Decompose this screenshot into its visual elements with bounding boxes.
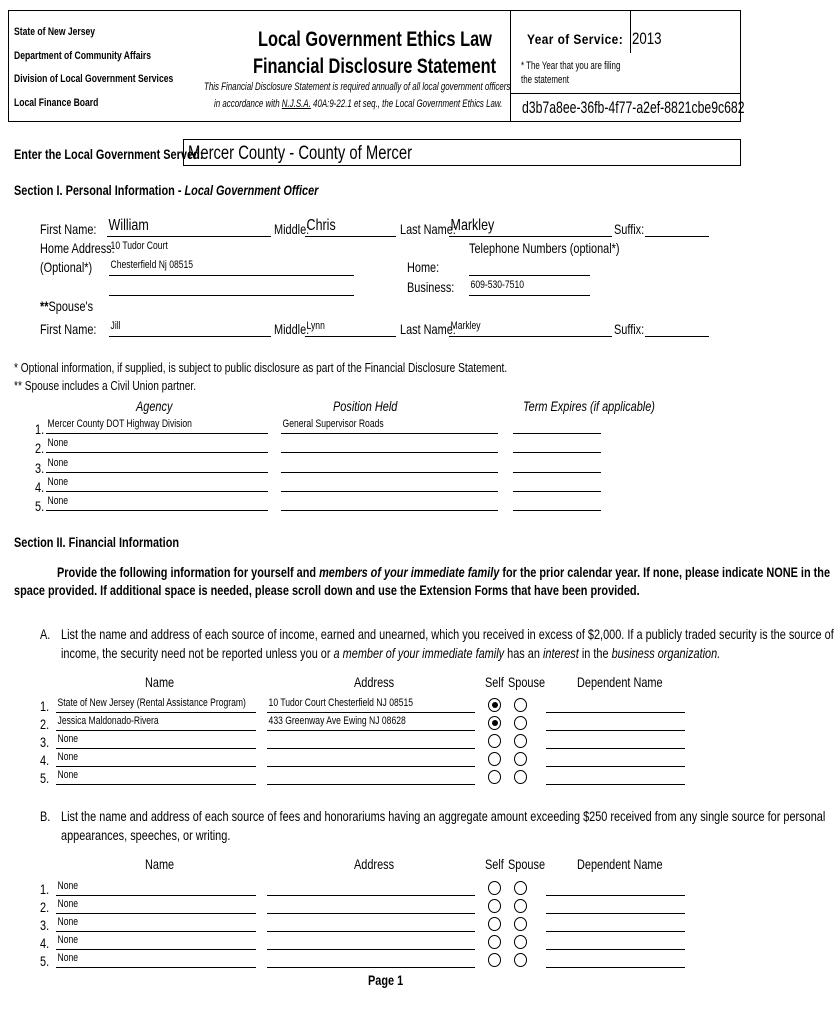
source-name-field[interactable]: Jessica Maldonado-Rivera <box>56 715 256 731</box>
id-divider <box>510 93 740 94</box>
source-address-field[interactable] <box>267 751 475 767</box>
self-radio[interactable] <box>488 881 501 895</box>
self-radio[interactable] <box>488 734 501 748</box>
suffix-field[interactable] <box>645 221 709 237</box>
position-row-number: 2. <box>35 440 45 457</box>
part-b-letter: B. <box>40 808 51 824</box>
form-title-1: Local Government Ethics Law <box>258 28 492 51</box>
part-a-col-spouse: Spouse <box>508 674 546 690</box>
source-address-field[interactable] <box>267 898 475 914</box>
part-b-col-spouse: Spouse <box>508 856 546 872</box>
row-number: 1. <box>40 698 50 714</box>
position-agency-field[interactable]: None <box>46 495 268 511</box>
part-b-col-address: Address <box>354 856 395 872</box>
source-address-field[interactable] <box>267 733 475 749</box>
spouse-radio[interactable] <box>514 734 527 748</box>
source-name-field[interactable]: None <box>56 934 256 950</box>
middle-field[interactable]: Chris <box>305 217 396 237</box>
dependent-name-field[interactable] <box>546 916 685 932</box>
spouse-suffix-field[interactable] <box>645 321 709 337</box>
year-label: Year of Service: <box>527 31 624 47</box>
row-number: 2. <box>40 716 50 732</box>
phone-numbers-label: Telephone Numbers (optional*) <box>469 240 620 256</box>
document-id: d3b7a8ee-36fb-4f77-a2ef-8821cbe9c682 <box>522 98 745 117</box>
served-field[interactable] <box>183 139 741 166</box>
self-radio[interactable] <box>488 953 501 967</box>
dependent-name-field[interactable] <box>546 751 685 767</box>
business-phone-field[interactable]: 609-530-7510 <box>469 279 590 296</box>
position-agency-field[interactable]: None <box>46 457 268 473</box>
spouse-radio[interactable] <box>514 881 527 895</box>
spouse-radio[interactable] <box>514 716 527 730</box>
header-divider <box>510 11 511 121</box>
spouse-note: ** Spouse includes a Civil Union partner. <box>14 378 197 393</box>
address-line-1[interactable]: 10 Tudor Court <box>110 240 168 252</box>
header-note-1: This Financial Disclosure Statement is required annually of all local government officers <box>204 81 511 93</box>
spouse-middle-field[interactable]: Lynn <box>305 320 396 337</box>
position-held-field[interactable] <box>281 476 498 492</box>
source-name-field[interactable]: None <box>56 916 256 932</box>
spouse-radio[interactable] <box>514 770 527 784</box>
section2-instructions-2: space provided. If additional space is needed, please scroll down and use the Extension Forms that have been provided. <box>14 582 640 598</box>
source-address-field[interactable] <box>267 880 475 896</box>
section2-title: Section II. Financial Information <box>14 534 180 550</box>
year-note: * The Year that you are filing the statement <box>521 60 621 86</box>
part-b-text-2: appearances, speeches, or writing. <box>61 827 231 843</box>
col-agency: Agency <box>136 398 173 414</box>
section2-instructions-1: Provide the following information for yourself and members of your immediate family for the prior calendar year. If none, please indicate NONE in the <box>57 564 831 580</box>
position-term-field[interactable] <box>513 437 601 453</box>
source-name-field[interactable]: None <box>56 880 256 896</box>
source-name-field[interactable]: State of New Jersey (Rental Assistance Program) <box>56 697 256 713</box>
spouse-radio[interactable] <box>514 935 527 949</box>
home-phone-label: Home: <box>407 259 440 275</box>
suffix-label: Suffix: <box>614 221 645 237</box>
agency-line-3: Division of Local Government Services <box>14 73 174 85</box>
self-radio[interactable] <box>488 770 501 784</box>
home-phone-field[interactable] <box>469 259 590 276</box>
optional-label: (Optional*) <box>40 259 93 275</box>
spouse-suffix-label: Suffix: <box>614 321 645 337</box>
spouse-first-label: First Name: <box>40 321 97 337</box>
business-phone-label: Business: <box>407 279 455 295</box>
position-agency-field[interactable]: Mercer County DOT Highway Division <box>46 418 268 434</box>
position-row-number: 5. <box>35 498 45 515</box>
col-position: Position Held <box>333 398 398 414</box>
dependent-name-field[interactable] <box>546 769 685 785</box>
optional-note: * Optional information, if supplied, is subject to public disclosure as part of the Financial Disclosure Statement. <box>14 360 508 375</box>
spouse-radio[interactable] <box>514 899 527 913</box>
address-line-2[interactable]: Chesterfield Nj 08515 <box>109 259 354 276</box>
position-term-field[interactable] <box>513 495 601 511</box>
part-b-col-name: Name <box>145 856 175 872</box>
first-name-field[interactable]: William <box>107 217 271 237</box>
part-a-col-address: Address <box>354 674 395 690</box>
spouse-label: **Spouse's <box>40 298 94 314</box>
spouse-radio[interactable] <box>514 917 527 931</box>
source-address-field[interactable] <box>267 952 475 968</box>
row-number: 4. <box>40 752 50 768</box>
position-agency-field[interactable]: None <box>46 476 268 492</box>
source-name-field[interactable]: None <box>56 769 256 785</box>
dependent-name-field[interactable] <box>546 952 685 968</box>
position-row-number: 3. <box>35 459 45 476</box>
row-number: 5. <box>40 770 50 786</box>
address-line-3[interactable] <box>109 280 354 296</box>
part-a-col-self: Self <box>485 674 504 690</box>
agency-line-4: Local Finance Board <box>14 97 99 109</box>
self-radio[interactable] <box>488 917 501 931</box>
part-a-col-dependent: Dependent Name <box>577 674 663 690</box>
first-name-label: First Name: <box>40 221 97 237</box>
position-row-number: 1. <box>35 421 45 437</box>
middle-label: Middle: <box>274 221 310 237</box>
self-radio[interactable] <box>488 899 501 913</box>
part-a-text-2: income, the security need not be reported unless you or a member of your immediate family has an interest in the business organization. <box>61 645 721 661</box>
spouse-radio[interactable] <box>514 698 527 712</box>
self-radio[interactable] <box>488 716 501 730</box>
spouse-first-field[interactable]: Jill <box>109 320 271 337</box>
row-number: 3. <box>40 734 50 750</box>
dependent-name-field[interactable] <box>546 934 685 950</box>
source-address-field[interactable] <box>267 916 475 932</box>
header-note-2: in accordance with N.J.S.A. 40A:9-22.1 et seq., the Local Government Ethics Law. <box>214 98 503 110</box>
position-agency-field[interactable]: None <box>46 437 268 453</box>
served-label: Enter the Local Government Served: <box>14 146 204 162</box>
row-number: 5. <box>40 953 50 969</box>
position-row-number: 4. <box>35 478 45 495</box>
form-title-2: Financial Disclosure Statement <box>253 55 497 78</box>
part-a-col-name: Name <box>145 674 175 690</box>
row-number: 1. <box>40 881 50 897</box>
self-radio[interactable] <box>488 698 501 712</box>
position-term-field[interactable] <box>513 418 601 434</box>
position-term-field[interactable] <box>513 476 601 492</box>
source-address-field[interactable] <box>267 934 475 950</box>
agency-line-2: Department of Community Affairs <box>14 50 151 62</box>
year-divider <box>630 11 631 53</box>
source-name-field[interactable]: None <box>56 952 256 968</box>
spouse-radio[interactable] <box>514 953 527 967</box>
dependent-name-field[interactable] <box>546 898 685 914</box>
col-term: Term Expires (if applicable) <box>523 398 655 414</box>
home-address-label: Home Address: <box>40 240 115 256</box>
part-a-letter: A. <box>40 626 51 642</box>
position-term-field[interactable] <box>513 457 601 473</box>
spouse-middle-label: Middle: <box>274 321 310 337</box>
source-address-field[interactable] <box>267 769 475 785</box>
dependent-name-field[interactable] <box>546 715 685 731</box>
position-held-field[interactable] <box>281 437 498 453</box>
source-name-field[interactable]: None <box>56 751 256 767</box>
spouse-last-field[interactable]: Markley <box>449 320 612 337</box>
year-value[interactable]: 2013 <box>632 29 662 48</box>
row-number: 3. <box>40 917 50 933</box>
dependent-name-field[interactable] <box>546 733 685 749</box>
part-b-col-self: Self <box>485 856 504 872</box>
section1-title: Section I. Personal Information - Local Government Officer <box>14 182 319 198</box>
spouse-last-label: Last Name: <box>400 321 456 337</box>
last-name-field[interactable]: Markley <box>449 217 612 237</box>
row-number: 2. <box>40 899 50 915</box>
dependent-name-field[interactable] <box>546 697 685 713</box>
position-held-field[interactable] <box>281 495 498 511</box>
spouse-radio[interactable] <box>514 752 527 766</box>
source-address-field[interactable]: 10 Tudor Court Chesterfield NJ 08515 <box>267 697 475 713</box>
self-radio[interactable] <box>488 935 501 949</box>
part-a-text-1: List the name and address of each source of income, earned and unearned, which you received in excess of $2,000. If a publicly traded security is the source of <box>61 626 834 642</box>
agency-line-1: State of New Jersey <box>14 26 96 38</box>
page-number: Page 1 <box>368 972 404 988</box>
position-held-field[interactable] <box>281 457 498 473</box>
row-number: 4. <box>40 935 50 951</box>
source-name-field[interactable]: None <box>56 898 256 914</box>
dependent-name-field[interactable] <box>546 880 685 896</box>
self-radio[interactable] <box>488 752 501 766</box>
source-address-field[interactable]: 433 Greenway Ave Ewing NJ 08628 <box>267 715 475 731</box>
last-name-label: Last Name: <box>400 221 456 237</box>
part-b-col-dependent: Dependent Name <box>577 856 663 872</box>
source-name-field[interactable]: None <box>56 733 256 749</box>
position-held-field[interactable]: General Supervisor Roads <box>281 418 498 434</box>
served-value: Mercer County - County of Mercer <box>188 143 413 164</box>
part-b-text-1: List the name and address of each source of fees and honorariums having an aggregate amount exceeding $250 received from any single source for personal <box>61 808 826 824</box>
